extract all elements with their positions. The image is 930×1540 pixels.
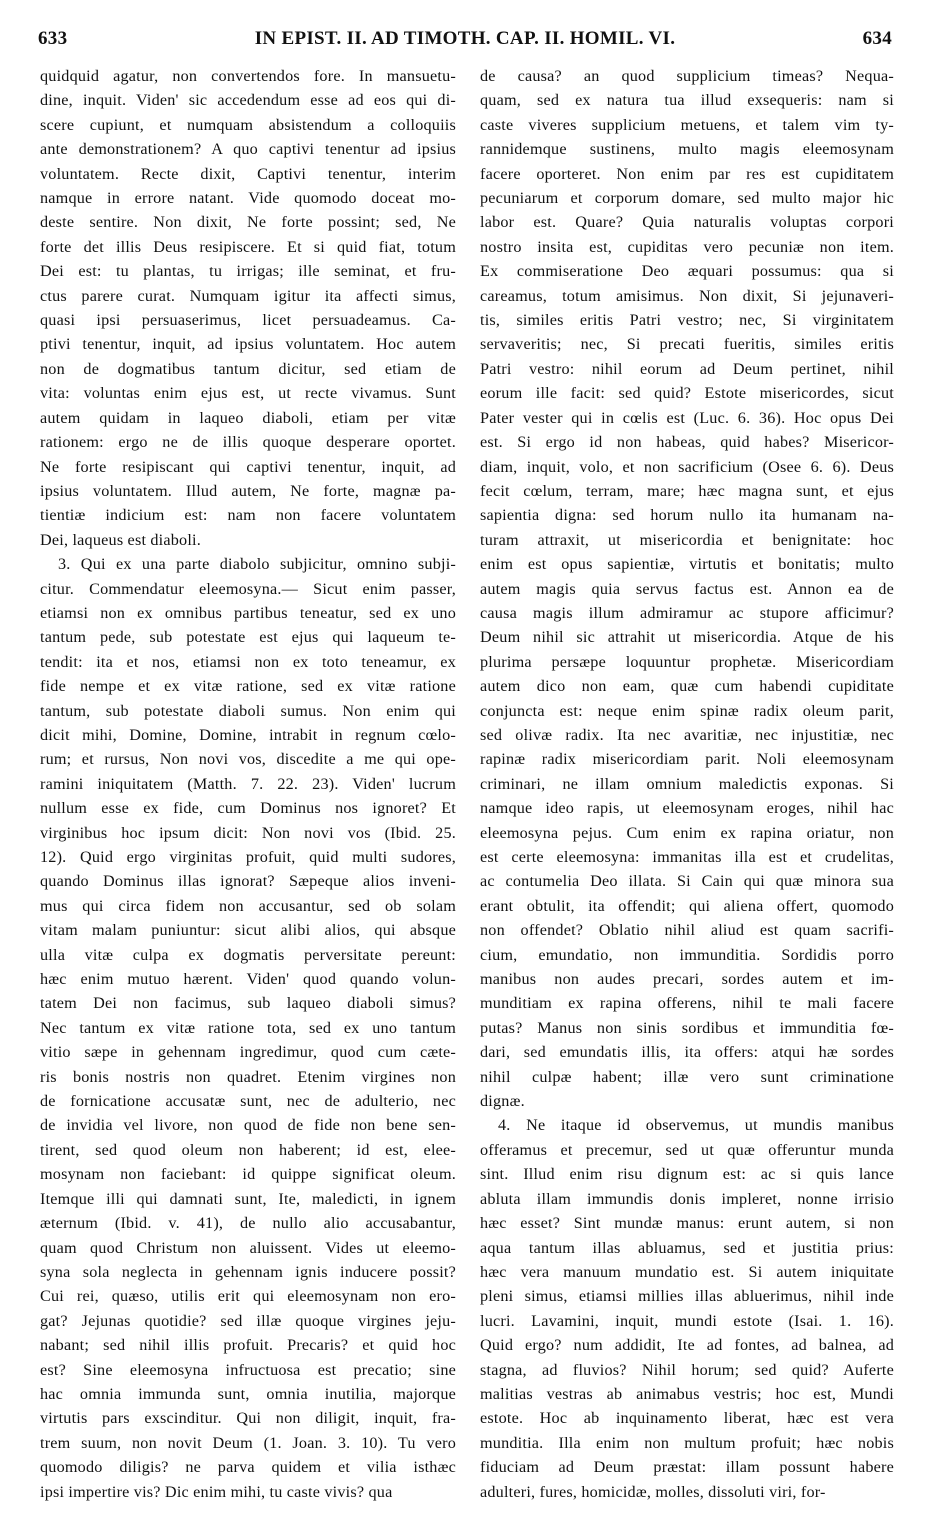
text-line: Ex commiseratione Deo æquari possumus: qua si [480, 262, 894, 281]
text-line: eorum ille facit: sed quid? Estote misericordes, sicut [480, 384, 894, 403]
text-line: stagna, ad fluvios? Nihil horum; sed quid? Auferte [480, 1360, 894, 1379]
text-line: 12). Quid ergo virginitas profuit, quid multi sudores, [40, 848, 456, 866]
text-line: erant obtulit, ita offendit; qui aliena offert, quomodo [480, 896, 894, 915]
text-line: fecit cœlum, terram, mare; hæc magna sunt, et ejus [480, 481, 894, 500]
left-column [40, 64, 456, 1504]
text-line: sed olivæ radix. Ita nec avaritiæ, nec injustitiæ, nec [480, 725, 894, 744]
text-line: Deum nihil sic attrahit ut misericordia. Atque de his [480, 628, 894, 647]
text-line: dine, inquit. Viden' sic accedendum esse ad eos qui di- [40, 91, 456, 110]
text-line: Patri vestro: nihil eorum ad Deum pertinet, nihil [480, 359, 894, 378]
text-line: est? Sine eleemosyna infructuosa est precatio; sine [40, 1360, 456, 1379]
text-line: facere oporteret. Non enim par res est cupiditatem [480, 164, 894, 183]
text-line: syna sola neglecta in gehennam ignis inducere possit? [40, 1262, 456, 1281]
text-line: turam attraxit, ut misericordia et benignitate: hoc [480, 530, 894, 549]
text-line: rum; et rursus, Non novi vos, discedite a me qui ope- [40, 750, 456, 769]
text-line: causa magis illum admiramur ac stupore afficimur? [480, 603, 894, 622]
text-line: putas? Manus non sinis sordibus et immunditia fœ- [480, 1018, 894, 1037]
text-line: rationem: ergo ne de illis quoque desperare oportet. [40, 433, 456, 452]
text-line: ulla vitæ culpa ex dogmatis perversitate pereunt: [40, 945, 456, 964]
text-line: virtutis pars exscinditur. Qui non diligit, inquit, fra- [40, 1409, 456, 1428]
text-line: mosynam non faciebant: id quippe significat oleum. [40, 1165, 456, 1184]
text-line: rapinæ radix misericordiam parit. Noli eleemosynam [480, 750, 894, 769]
text-line: conjuncta est: neque enim spinæ radix oleum parit, [480, 701, 894, 720]
text-line: 3. Qui ex una parte diabolo subjicitur, omnino subji- [58, 555, 456, 574]
text-line: manibus non audes precari, sordes autem et im- [480, 970, 894, 989]
text-line: quando Dominus illas ignorat? Sæpeque alios inveni- [40, 872, 456, 891]
right-column [480, 64, 894, 1504]
text-line: autem quidam in laqueo diaboli, etiam per vitæ [40, 408, 456, 427]
text-line: quasi ipsi persuaserimus, licet persuadeamus. Ca- [40, 311, 456, 330]
text-line: mus qui circa fidem non accusantur, sed ob solam [40, 896, 456, 915]
text-line: dignæ. [480, 1092, 525, 1111]
running-header [38, 28, 892, 58]
text-line: non de dogmatibus tantum dicitur, sed etiam de [40, 359, 456, 378]
text-line: ris bonis nostris non quadret. Etenim virgines non [40, 1067, 456, 1086]
text-line: Pater vester qui in cœlis est (Luc. 6. 36). Hoc opus Dei [480, 408, 894, 427]
text-line: cium, emundatio, non immunditia. Sordidis porro [480, 945, 894, 964]
text-line: etiamsi non ex omnibus partibus teneatur, sed ex uno [40, 603, 456, 622]
text-line: est certe eleemosyna: immanitas illa est et crudelitas, [480, 848, 894, 866]
text-line: malitias vestras ab animabus vestris; hoc est, Mundi [480, 1384, 894, 1403]
text-line: tis, similes eritis Patri vestro; nec, Si virginitatem [480, 311, 894, 330]
page-number-right: 634 [862, 28, 892, 49]
text-line: ipsi impertire vis? Dic enim mihi, tu caste vivis? qua [40, 1482, 393, 1501]
page-number-left: 633 [38, 28, 68, 49]
text-line: diam, inquit, volo, et non sacrificium (Osee 6. 6). Deus [480, 457, 894, 476]
text-line: de invidia vel livore, non quod de fide non bene sen- [40, 1116, 456, 1135]
text-line: Ne forte resipiscant qui captivi tenentur, inquit, ad [40, 457, 456, 476]
text-line: æternum (Ibid. v. 41), de nullo alio accusabantur, [40, 1214, 456, 1233]
text-line: ctus parere curat. Numquam igitur ita affecti simus, [40, 286, 456, 305]
text-line: dicit mihi, Domine, Domine, intrabit in regnum cœlo- [40, 725, 456, 744]
text-line: deste sentire. Non dixit, Ne forte possint; sed, Ne [40, 213, 456, 232]
text-line: dari, sed emundatis illis, ita offers: atqui hæ sordes [480, 1043, 894, 1062]
running-title: IN EPIST. II. AD TIMOTH. CAP. II. HOMIL. VI. [254, 28, 676, 49]
text-line: vitio sæpe in gehennam ingredimur, quod cum cæte- [40, 1043, 456, 1062]
text-line: servaveritis; nec, Si precati fueritis, similes eritis [480, 335, 894, 354]
text-line: tendit: ita et nos, etiamsi non ex toto teneamur, ex [40, 652, 456, 671]
text-line: scere cupiunt, et numquam absistendum a colloquiis [40, 115, 456, 134]
text-line: Nec tantum ex vitæ ratione tota, sed ex uno tantum [40, 1018, 456, 1037]
text-line: enim est opus sapientiæ, virtutis et bonitatis; multo [480, 555, 894, 574]
text-line: namque ideo rapis, ut eleemosynam eroges, nihil hac [480, 799, 894, 818]
text-line: plurima persæpe loquuntur prophetæ. Misericordiam [480, 652, 894, 671]
text-line: munditia. Illa enim non multum profuit; hæc nobis [480, 1433, 894, 1452]
text-line: Itemque illi qui damnati sunt, Ite, maledicti, in ignem [40, 1189, 456, 1208]
text-line: forte det illis Deus resipiscere. Et si quid fiat, totum [40, 237, 456, 256]
text-line: Cui rei, quæso, utilis erit qui eleemosynam non ero- [40, 1287, 456, 1306]
text-line: ante demonstrationem? A quo captivi tenentur ad ipsius [40, 140, 456, 159]
text-line: adulteri, fures, homicidæ, molles, dissoluti viri, for- [480, 1482, 826, 1501]
text-line: hæc enim mutuo hærent. Viden' quod quando volun- [40, 970, 456, 989]
text-line: vitam malam puniuntur: sicut alibi alios, qui absque [40, 921, 456, 940]
text-line: hæc esset? Sint mundæ manus: erunt autem, si non [480, 1214, 894, 1233]
text-line: sapientia digna: sed horum nullo ita humanam na- [480, 506, 894, 525]
text-line: offeramus et precemur, sed ut quæ offeruntur munda [480, 1140, 894, 1159]
text-line: non offendet? Oblatio nihil aliud est quam sacrifi- [480, 921, 894, 940]
text-line: hæc vera manuum mundatio est. Si autem iniquitate [480, 1262, 894, 1281]
text-line: vita: voluntas enim ejus est, ut recte vivamus. Sunt [40, 384, 456, 403]
text-line: nihil culpæ habent; illæ vero sunt criminatione [480, 1067, 894, 1086]
text-line: ptivi tenentur, inquit, ad ipsius voluntatem. Hoc autem [40, 335, 456, 354]
text-line: ac contumelia Deo illata. Si Cain qui quæ minora sua [480, 872, 894, 891]
text-line: sint. Illud enim risu dignum est: ac si quis lance [480, 1165, 894, 1184]
text-line: fide nempe et ex vitæ ratione, sed ex vitæ ratione [40, 677, 456, 696]
text-line: Quid ergo? num addidit, Ite ad fontes, ad balnea, ad [480, 1336, 894, 1355]
text-line: citur. Commendatur eleemosyna.— Sicut enim passer, [40, 579, 456, 598]
text-line: aqua tantum illas abluamus, sed et justitia prius: [480, 1238, 894, 1257]
text-line: estote. Hoc ab inquinamento liberat, hæc est vera [480, 1409, 894, 1428]
text-line: tantum, sub potestate diaboli sumus. Non enim qui [40, 701, 456, 720]
text-line: labor est. Quare? Quia naturalis voluptas corpori [480, 213, 894, 232]
text-line: ipsius voluntatem. Illud autem, Ne forte, magnæ pa- [40, 481, 456, 500]
text-line: gat? Jejunas quotidie? sed illæ quoque virgines jeju- [40, 1311, 456, 1330]
text-line: eleemosyna pejus. Cum enim ex rapina oriatur, non [480, 823, 894, 842]
text-line: pleni simus, etiamsi millies illas abluerimus, nihil inde [480, 1287, 894, 1306]
text-line: tirent, sed quod oleum non haberent; id est, elee- [40, 1140, 456, 1159]
text-line: virginibus hoc ipsum dicit: Non novi vos (Ibid. 25. [40, 823, 456, 842]
text-line: autem magis quia servus factus est. Annon ea de [480, 579, 894, 598]
text-line: careamus, totum amisimus. Non dixit, Si jejunaveri- [480, 286, 894, 305]
text-line: fiduciam ad Deum præstat: illam possunt habere [480, 1458, 894, 1477]
text-line: est. Si ergo id non habeas, quid habes? Misericor- [480, 433, 894, 452]
text-line: namque in errore natant. Vide quomodo doceat mo- [40, 189, 456, 208]
text-line: rannidemque sustinens, multo magis eleemosynam [480, 140, 894, 159]
text-line: Dei est: tu plantas, tu irrigas; ille seminat, et fru- [40, 262, 456, 281]
text-line: tatem Dei non facimus, sub laqueo diaboli simus? [40, 994, 456, 1013]
text-line: abluta illam immundis donis impleret, nonne irrisio [480, 1189, 894, 1208]
text-line: de causa? an quod supplicium timeas? Nequa- [480, 67, 894, 85]
text-line: nostro insita est, cupiditas vero pecuniæ non item. [480, 237, 894, 256]
text-line: nullum esse ex fide, cum Dominus nos ignoret? Et [40, 799, 456, 818]
text-line: hac omnia immunda sunt, omnia inutilia, majorque [40, 1384, 456, 1403]
text-line: nabant; sed nihil illis profuit. Precaris? et quid hoc [40, 1336, 456, 1355]
text-line: criminari, ne illam omnium maledictis exponas. Si [480, 774, 894, 793]
text-line: 4. Ne itaque id observemus, ut mundis manibus [498, 1116, 894, 1135]
text-line: voluntatem. Recte dixit, Captivi tenentur, interim [40, 164, 456, 183]
text-line: autem dico non eam, quæ cum habendi cupiditate [480, 677, 894, 696]
text-line: quidquid agatur, non convertendos fore. In mansuetu- [40, 67, 456, 85]
text-line: Dei, laqueus est diaboli. [40, 530, 201, 549]
text-line: lucri. Lavamini, inquit, mundi estote (Isai. 1. 16). [480, 1311, 894, 1330]
text-line: ramini iniquitatem (Matth. 7. 22. 23). Viden' lucrum [40, 774, 456, 793]
text-line: trem suum, non novit Deum (1. Joan. 3. 10). Tu vero [40, 1433, 456, 1452]
text-line: quomodo diligis? ne parva quidem et vilia isthæc [40, 1458, 456, 1477]
text-line: munditiam ex rapina offerens, nihil te mali facere [480, 994, 894, 1013]
text-line: quam, sed ex natura tua illud exsequeris: nam si [480, 91, 894, 110]
text-line: tantum pede, sub potestate est ejus qui laqueum te- [40, 628, 456, 647]
text-line: de fornicatione accusatæ sunt, nec de adulterio, nec [40, 1092, 456, 1111]
text-line: caste viveres supplicium metuens, et talem vim ty- [480, 115, 894, 134]
text-line: pecuniarum et corporum domare, sed multo major hic [480, 189, 894, 208]
text-line: quam quod Christum non aluissent. Vides ut eleemo- [40, 1238, 456, 1257]
text-line: tientiæ indicium est: nam non facere voluntatem [40, 506, 456, 525]
